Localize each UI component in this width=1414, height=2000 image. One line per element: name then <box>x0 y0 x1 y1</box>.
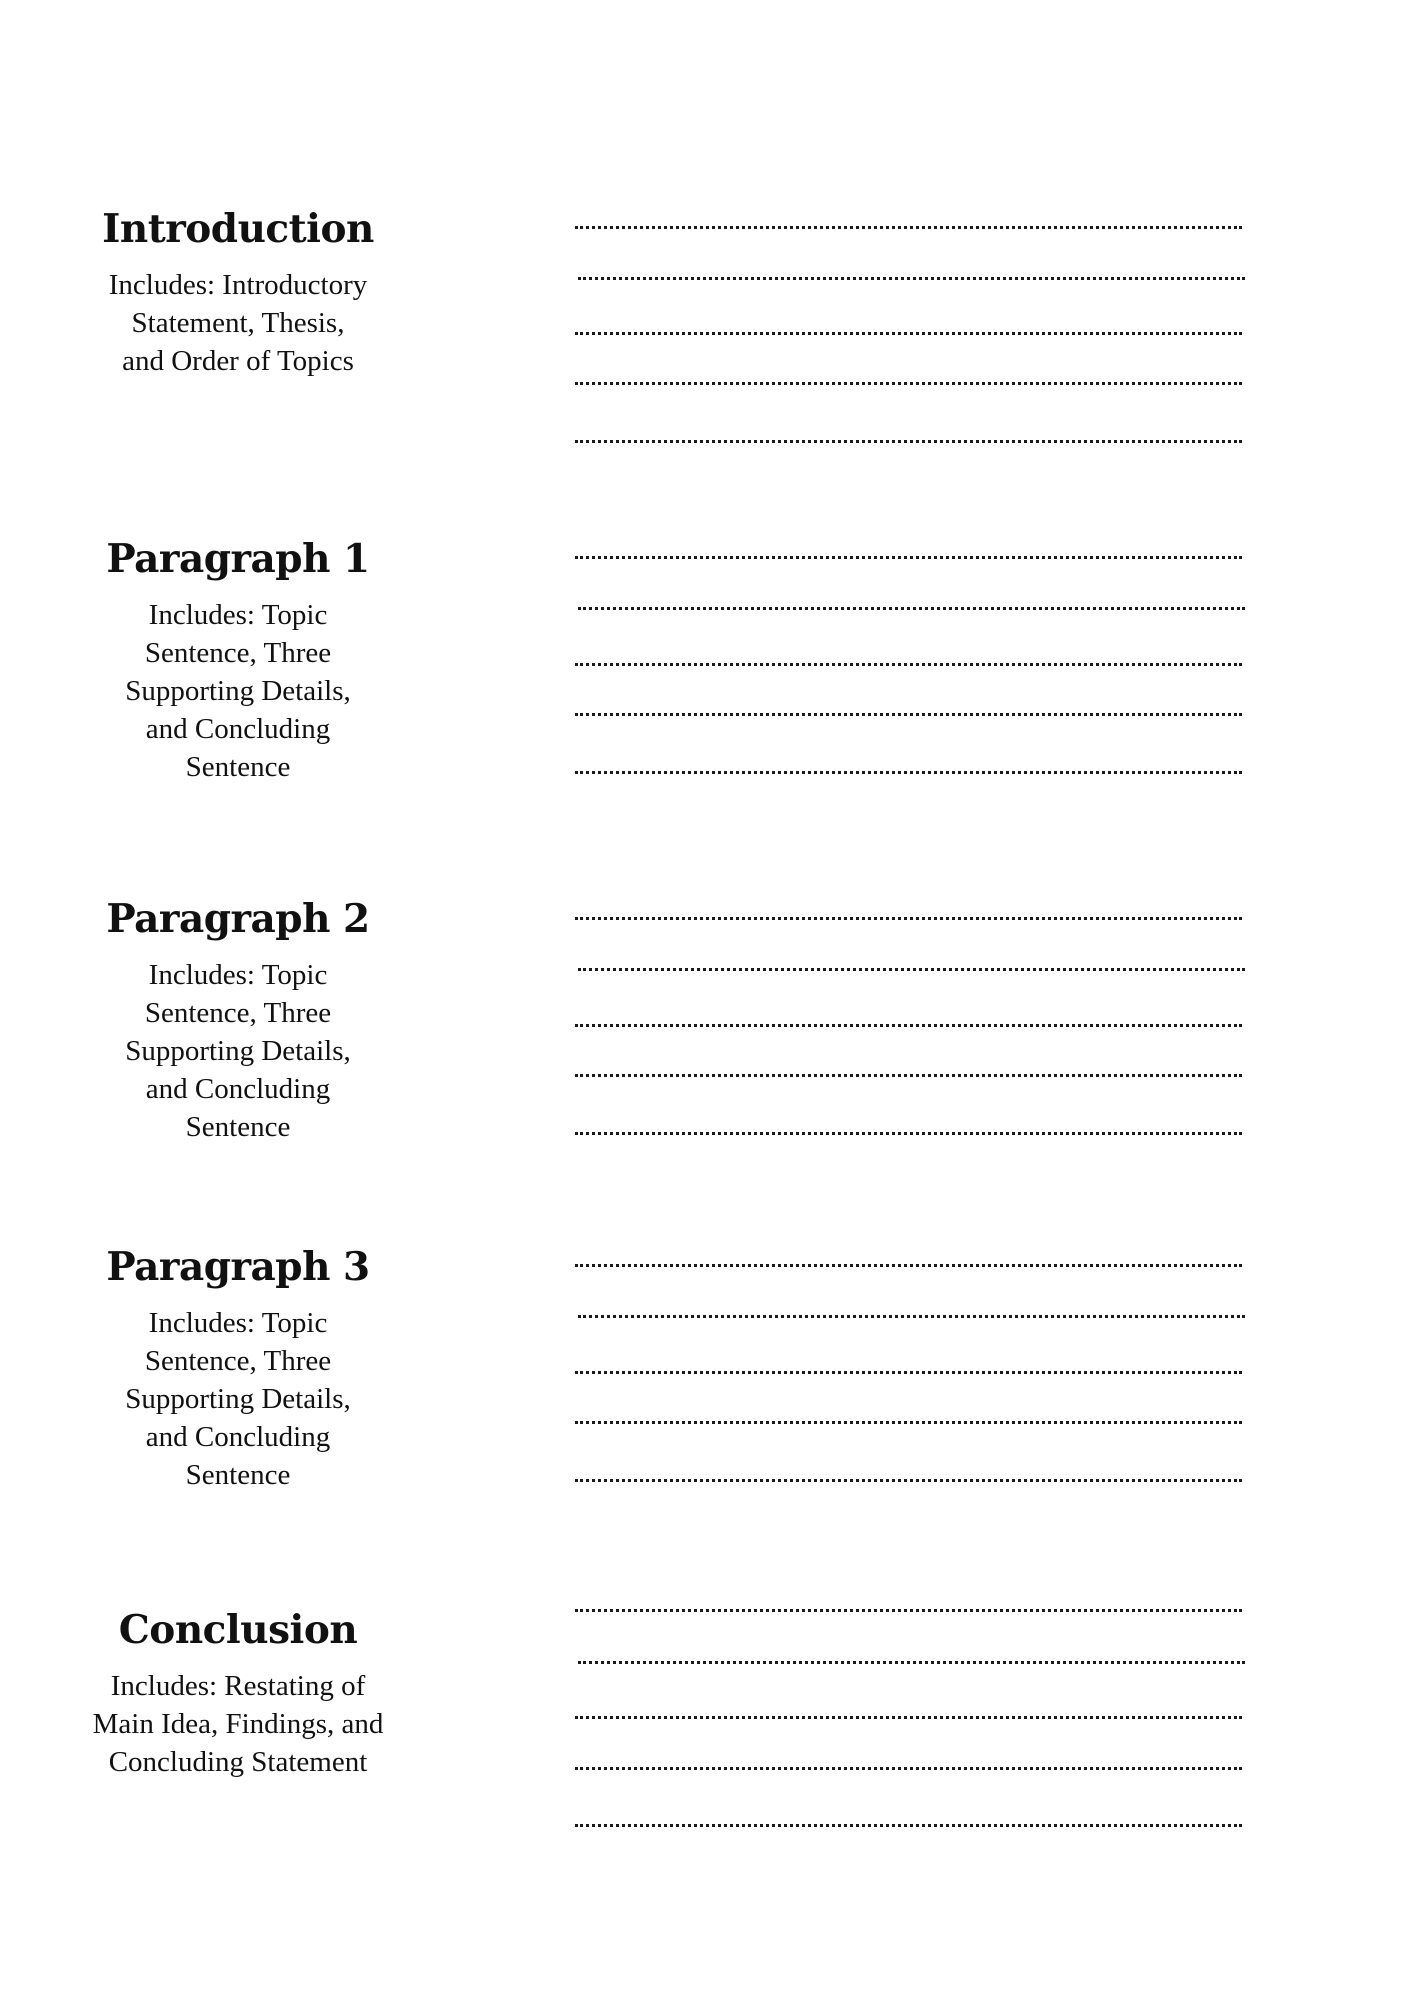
writing-line[interactable] <box>578 607 1245 610</box>
writing-line[interactable] <box>575 1024 1242 1027</box>
section-label <box>88 1607 388 1781</box>
writing-line[interactable] <box>575 1264 1242 1267</box>
writing-line[interactable] <box>575 440 1242 443</box>
section-title: Conclusion <box>118 1607 358 1653</box>
writing-line[interactable] <box>575 771 1242 774</box>
writing-line[interactable] <box>575 1824 1242 1827</box>
writing-line[interactable] <box>575 1479 1242 1482</box>
writing-line[interactable] <box>575 332 1242 335</box>
writing-line[interactable] <box>575 1767 1242 1770</box>
section-description: Includes: Restating of Main Idea, Findings, and Concluding Statement <box>92 1670 384 1778</box>
writing-line[interactable] <box>575 663 1242 666</box>
writing-line[interactable] <box>578 968 1245 971</box>
section-description: Includes: Topic Sentence, Three Supporting Details, and Concluding Sentence <box>125 599 351 783</box>
writing-line[interactable] <box>575 713 1242 716</box>
section-label <box>88 536 388 786</box>
writing-line[interactable] <box>575 1421 1242 1424</box>
writing-line[interactable] <box>575 382 1242 385</box>
section-title: Paragraph 3 <box>106 1244 370 1290</box>
section-label <box>88 896 388 1146</box>
writing-line[interactable] <box>575 1074 1242 1077</box>
writing-line[interactable] <box>575 1716 1242 1719</box>
section-description: Includes: Topic Sentence, Three Supporting Details, and Concluding Sentence <box>125 1307 351 1491</box>
section-description: Includes: Introductory Statement, Thesis, and Order of Topics <box>108 269 368 377</box>
writing-line[interactable] <box>575 556 1242 559</box>
section-description: Includes: Topic Sentence, Three Supporting Details, and Concluding Sentence <box>125 959 351 1143</box>
section-label <box>88 1244 388 1494</box>
section-label <box>88 206 388 380</box>
writing-line[interactable] <box>575 226 1242 229</box>
writing-line[interactable] <box>575 1371 1242 1374</box>
writing-line[interactable] <box>578 277 1245 280</box>
writing-line[interactable] <box>578 1315 1245 1318</box>
section-title: Paragraph 1 <box>106 536 370 582</box>
writing-line[interactable] <box>575 1609 1242 1612</box>
section-title: Paragraph 2 <box>106 896 370 942</box>
writing-line[interactable] <box>575 1132 1242 1135</box>
writing-line[interactable] <box>578 1661 1245 1664</box>
writing-line[interactable] <box>575 917 1242 920</box>
section-title: Introduction <box>102 206 374 252</box>
